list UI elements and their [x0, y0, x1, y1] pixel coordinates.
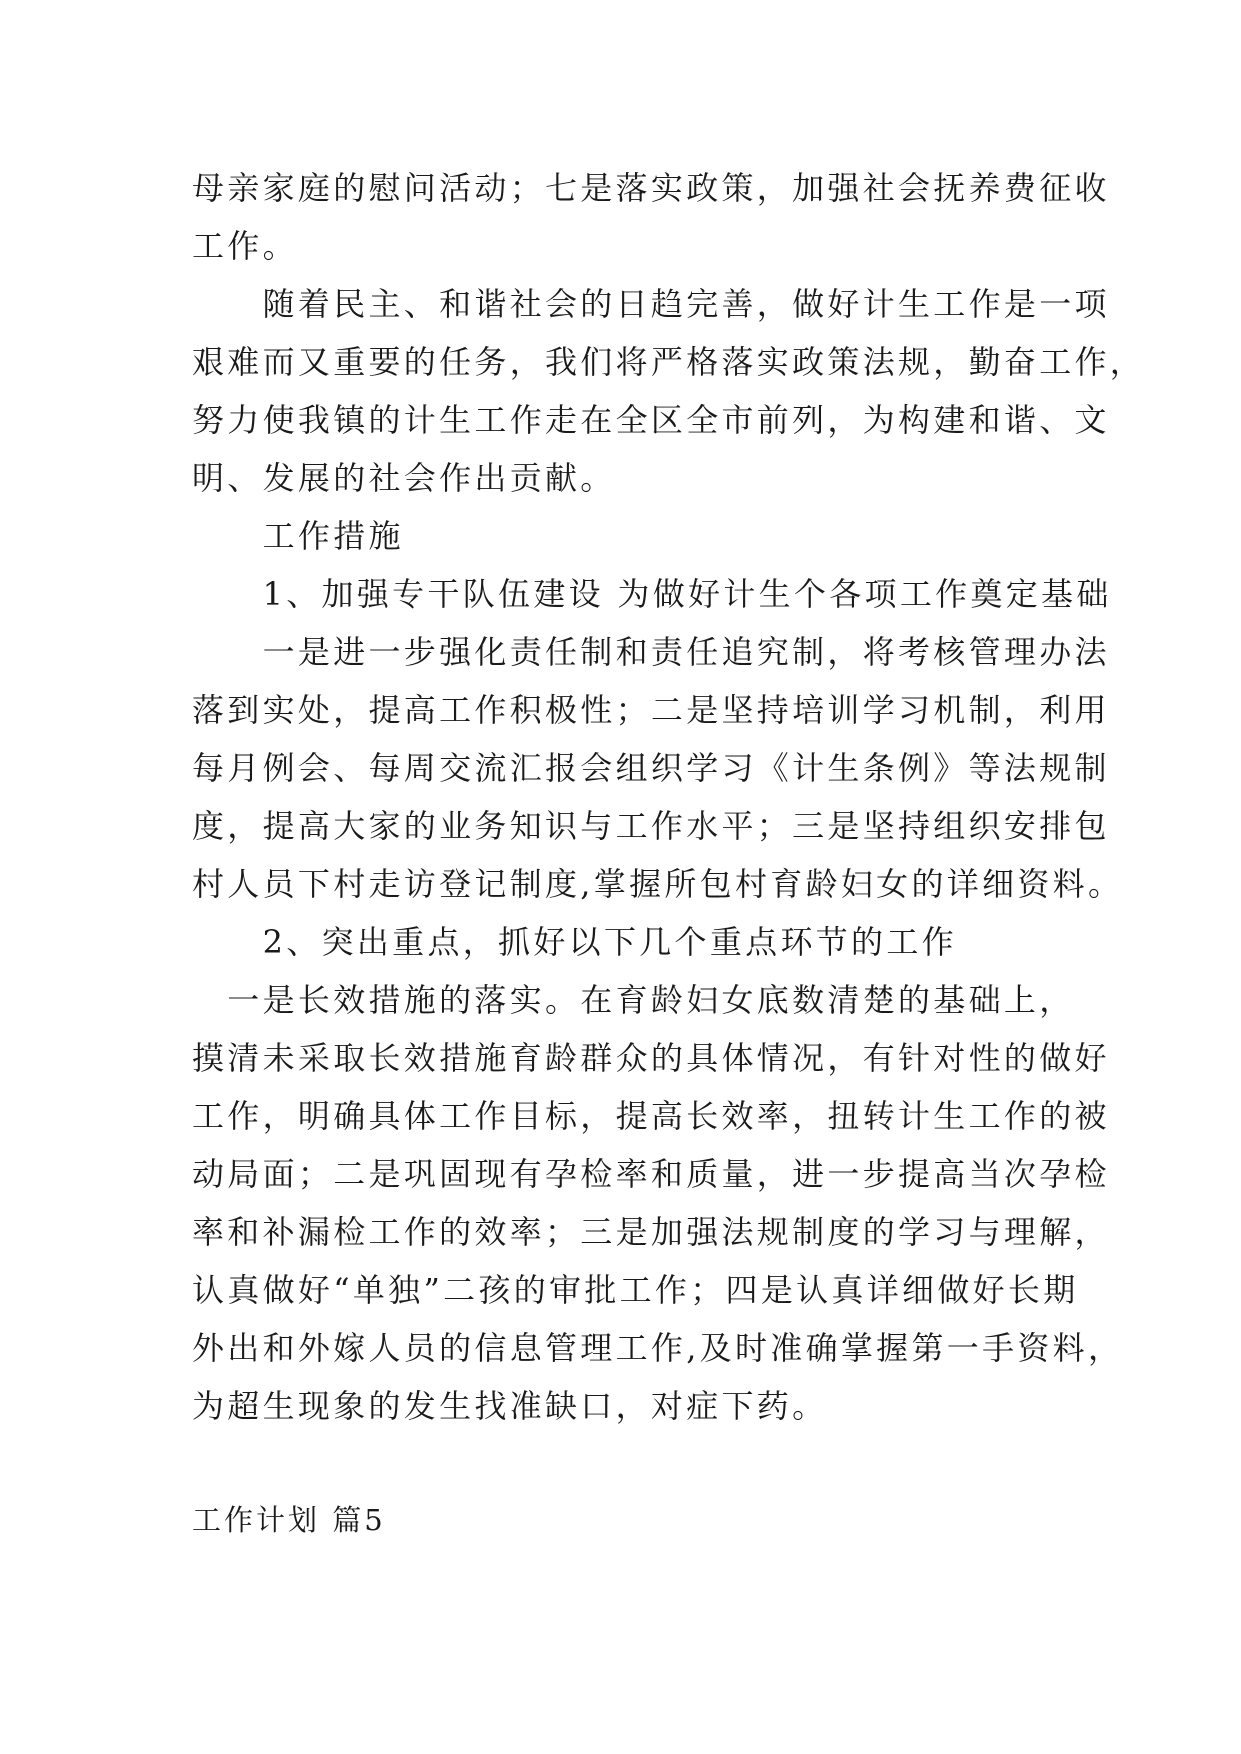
text-line: 为超生现象的发生找准缺口，对症下药。 [192, 1387, 828, 1425]
text-line: 度，提高大家的业务知识与工作水平；三是坚持组织安排包 [192, 807, 1110, 845]
text-line: 村人员下村走访登记制度,掌握所包村育龄妇女的详细资料。 [192, 865, 1124, 903]
text-line: 工作措施 [192, 517, 404, 555]
text-line: 落到实处，提高工作积极性；二是坚持培训学习机制，利用 [192, 691, 1110, 729]
text-line: 1、加强专干队伍建设 为做好计生个各项工作奠定基础 [192, 575, 1112, 613]
text-line: 2、突出重点，抓好以下几个重点环节的工作 [192, 923, 957, 961]
text-line: 动局面；二是巩固现有孕检率和质量，进一步提高当次孕检 [192, 1155, 1110, 1193]
text-line: 外出和外嫁人员的信息管理工作,及时准确掌握第一手资料， [192, 1329, 1124, 1367]
text-line: 认真做好“单独”二孩的审批工作；四是认真详细做好长期 [192, 1271, 1079, 1309]
text-line: 摸清未采取长效措施育龄群众的具体情况，有针对性的做好 [192, 1039, 1110, 1077]
text-line: 一是进一步强化责任制和责任追究制，将考核管理办法 [192, 633, 1110, 671]
text-line: 母亲家庭的慰问活动；七是落实政策，加强社会抚养费征收 [192, 169, 1110, 207]
section-heading: 工作计划 篇5 [192, 1503, 386, 1537]
text-line: 艰难而又重要的任务，我们将严格落实政策法规，勤奋工作， [192, 343, 1146, 381]
text-line: 一是长效措施的落实。在育龄妇女底数清楚的基础上， [192, 981, 1075, 1019]
text-line: 率和补漏检工作的效率；三是加强法规制度的学习与理解， [192, 1213, 1110, 1251]
text-line: 工作。 [192, 227, 298, 265]
text-line: 工作，明确具体工作目标，提高长效率，扭转计生工作的被 [192, 1097, 1110, 1135]
text-line: 随着民主、和谐社会的日趋完善，做好计生工作是一项 [192, 285, 1110, 323]
text-line: 努力使我镇的计生工作走在全区全市前列，为构建和谐、文 [192, 401, 1110, 439]
text-line: 明、发展的社会作出贡献。 [192, 459, 616, 497]
text-line: 每月例会、每周交流汇报会组织学习《计生条例》等法规制 [192, 749, 1110, 787]
